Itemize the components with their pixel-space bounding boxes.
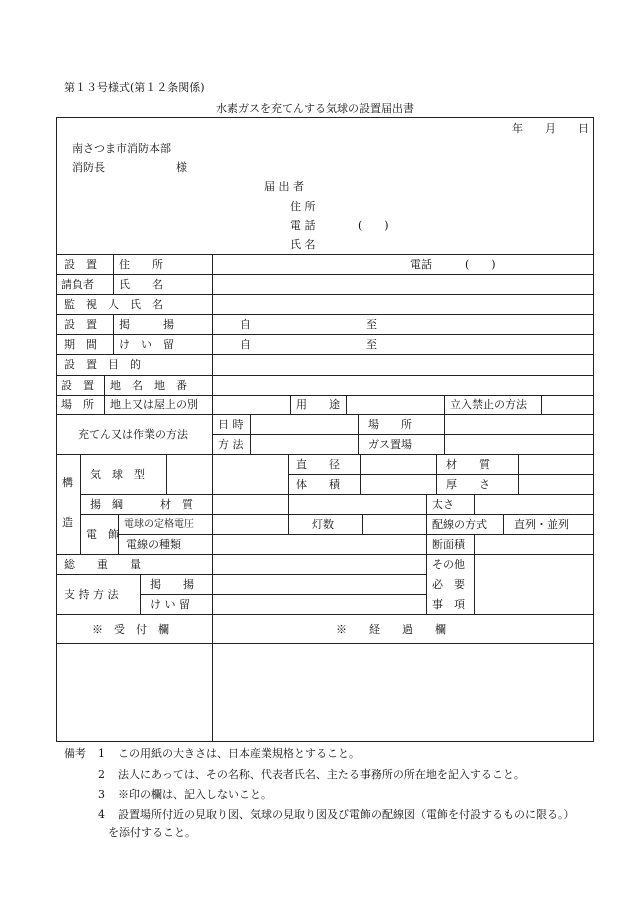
note-1-number: 1 [98, 747, 105, 760]
addressee-org: 南さつま市消防本部 [72, 142, 171, 155]
hoist-from: 自 [240, 318, 251, 331]
diameter-label: 直 径 [296, 458, 340, 471]
contractor-group-label: 請負者 [61, 278, 94, 291]
note-2-number: 2 [98, 768, 105, 781]
applicant-name-label: 氏 名 [290, 238, 316, 251]
filling-method-label: 充てん又は作業の方法 [78, 428, 188, 441]
use-label: 用 途 [296, 398, 340, 411]
addressee-title: 消防長 [72, 161, 105, 174]
rated-voltage-label: 電球の定格電圧 [124, 519, 194, 530]
structure-label-2: 造 [62, 516, 73, 529]
period-label-1: 設 置 [64, 318, 97, 331]
support-method-label: 支 持 方 法 [64, 588, 119, 601]
datetime-label: 日 時 [218, 418, 244, 431]
support-hoist-label: 掲 揚 [150, 578, 194, 591]
note-4-number: 4 [98, 808, 105, 821]
illumination-label: 電 飾 [86, 528, 119, 541]
other-label-2: 必 要 [432, 578, 465, 591]
place-label-2: 場 所 [61, 398, 94, 411]
applicant-phone-label: 電 話 [290, 219, 316, 232]
lamp-count-label: 灯数 [312, 518, 334, 531]
hoist-rope-label: 揚 綱 [90, 498, 123, 511]
note-3-number: 3 [98, 788, 105, 801]
volume-label: 体 積 [296, 478, 340, 491]
rope-size-label: 太さ [432, 498, 454, 511]
addressee-suffix: 様 [176, 161, 187, 174]
retain-from: 自 [240, 338, 251, 351]
note-4-continued: を添付すること。 [108, 826, 196, 839]
series-parallel-option[interactable]: 直列・並列 [514, 518, 569, 531]
installer-group-label: 設 置 [64, 258, 97, 271]
retain-label: け い 留 [119, 338, 174, 351]
material-label: 材 質 [446, 458, 490, 471]
gas-storage-label: ガス置場 [368, 438, 412, 451]
place-ground-roof-label: 地上又は屋上の別 [110, 398, 198, 411]
place-label-1: 設 置 [61, 379, 94, 392]
cross-section-label: 断面積 [432, 538, 465, 551]
wire-type-label: 電線の種類 [126, 538, 181, 551]
installer-phone-label: 電話 ( ) [410, 258, 496, 271]
retain-to: 至 [366, 338, 377, 351]
form-title: 水素ガスを充てんする気球の設置届出書 [216, 102, 414, 115]
note-4: 設置場所付近の見取り図、気球の見取り図及び電飾の配線図（電飾を付設するものに限る。） [118, 808, 575, 821]
wiring-method-label: 配線の方式 [432, 518, 487, 531]
notes-label: 備考 [64, 747, 86, 760]
rope-material-label: 材 質 [160, 498, 193, 511]
thickness-label: 厚 さ [446, 478, 490, 491]
no-entry-method-label: 立入禁止の方法 [450, 398, 527, 411]
other-label-3: 事 項 [432, 598, 465, 611]
hoist-label: 掲 揚 [119, 318, 174, 331]
applicant-address-label: 住 所 [290, 200, 316, 213]
total-weight-label: 総 重 量 [64, 558, 141, 571]
hoist-to: 至 [366, 318, 377, 331]
progress-column-label: ※ 経 過 欄 [336, 623, 446, 636]
note-2: 法人にあっては、その名称、代表者氏名、主たる事務所の所在地を記入すること。 [118, 768, 525, 781]
date-field[interactable]: 年 月 日 [512, 122, 589, 135]
note-1: この用紙の大きさは、日本産業規格とすること。 [118, 747, 360, 760]
installer-address-label: 住 所 [119, 258, 163, 271]
balloon-type-label: 気 球 型 [90, 468, 145, 481]
location-label: 場 所 [368, 418, 412, 431]
support-retain-label: け い 留 [150, 598, 190, 611]
supervisor-name-label: 監 視 人 氏 名 [64, 298, 163, 311]
period-label-2: 期 間 [64, 338, 97, 351]
purpose-label: 設 置 目 的 [64, 358, 141, 371]
applicant-phone-parens: ( ) [358, 219, 389, 232]
structure-label-1: 構 [62, 476, 73, 489]
reception-column-label: ※ 受 付 欄 [92, 623, 169, 636]
note-3: ※印の欄は、記入しないこと。 [118, 788, 272, 801]
method-label: 方 法 [218, 438, 244, 451]
place-address-label: 地 名 地 番 [110, 379, 187, 392]
contractor-name-label: 氏 名 [119, 278, 163, 291]
applicant-label: 届 出 者 [264, 180, 304, 193]
form-number: 第１３号様式(第１２条関係) [64, 81, 205, 94]
other-label-1: その他 [432, 558, 465, 571]
